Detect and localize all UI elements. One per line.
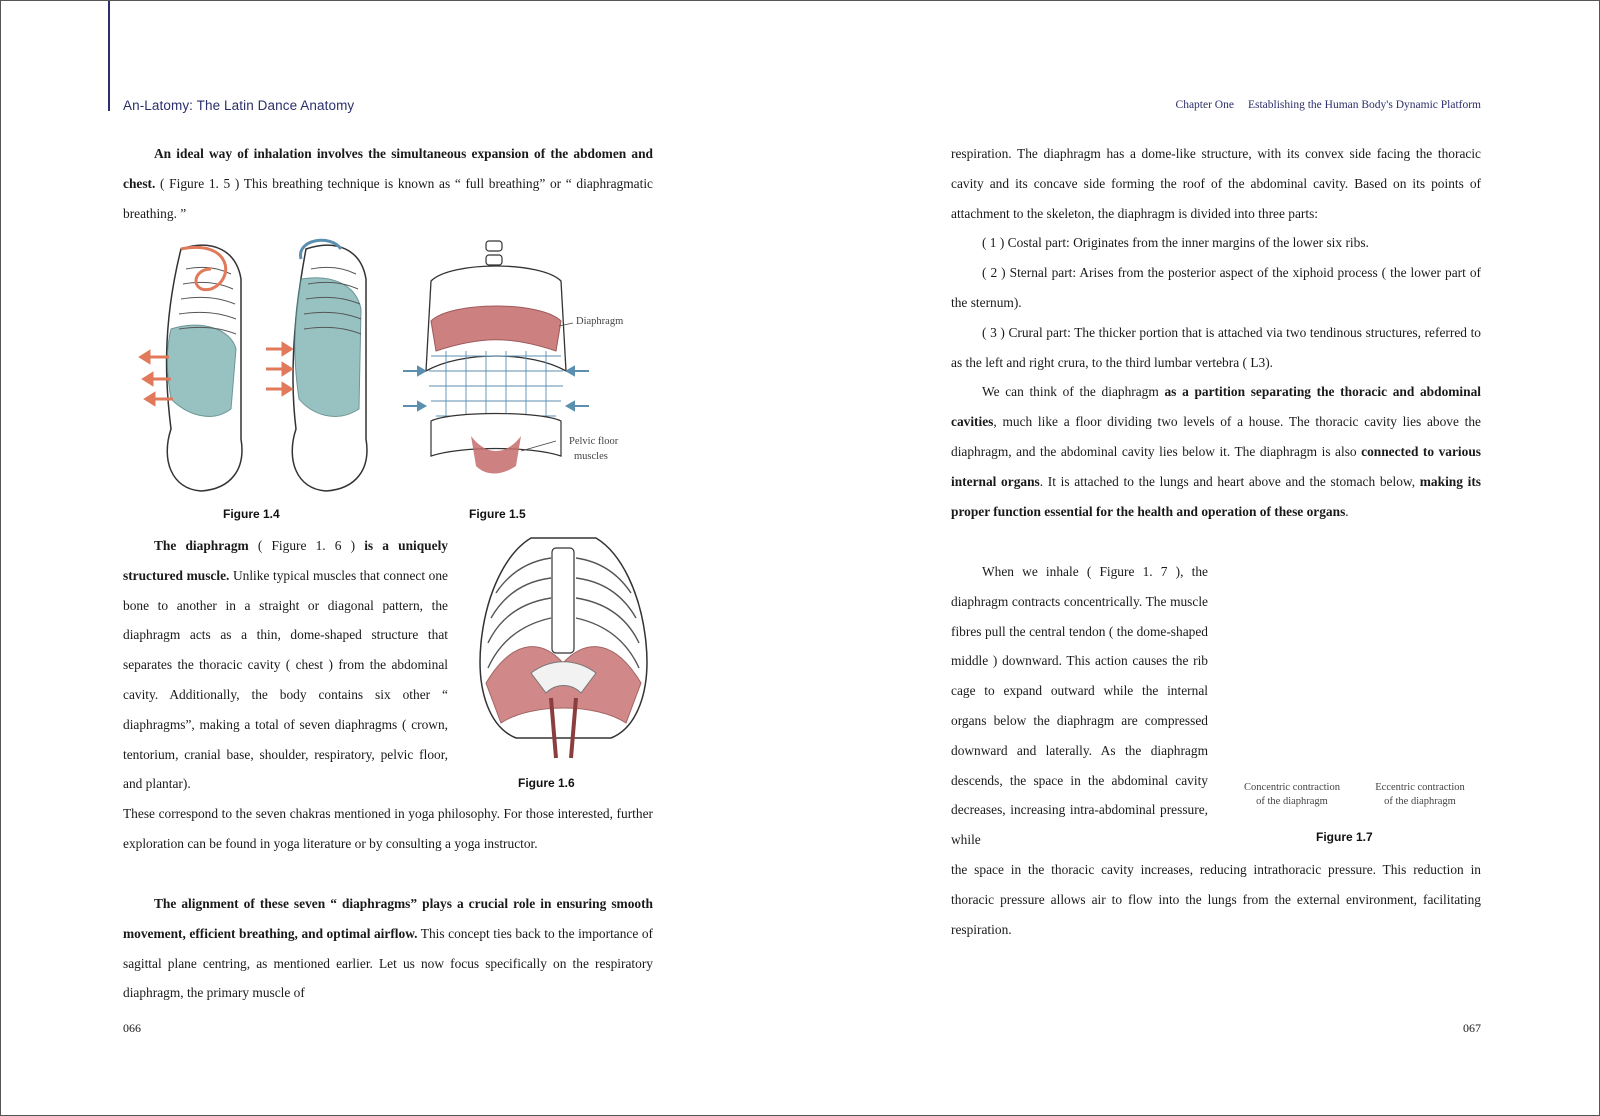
figure-1-5-caption: Figure 1.5 — [469, 507, 526, 521]
blue-side-arrows — [403, 367, 589, 410]
running-head-title: Establishing the Human Body's Dynamic Platform — [1247, 99, 1481, 111]
abdomen-expansion-right — [295, 278, 361, 417]
fig15-label-pelvic1: Pelvic floor — [569, 436, 619, 447]
running-head-left: An-Latomy: The Latin Dance Anatomy — [123, 98, 355, 113]
abdomen-expansion-left — [167, 325, 236, 416]
left-p2-bold1: The diaphragm — [154, 538, 249, 553]
right-p2-rest2: , much like a floor dividing two levels of a house. The thoracic cavity lies above the diaphragm, and the abdominal cavity lies below it. The diaphragm is also — [951, 414, 1481, 459]
fig17-concentric-line1: Concentric contraction — [1244, 782, 1340, 793]
fig17-eccentric-line2: of the diaphragm — [1384, 796, 1456, 807]
fig15-label-pelvic2: muscles — [574, 451, 608, 462]
figure-1-7-caption: Figure 1.7 — [1316, 830, 1373, 844]
right-p3: When we inhale ( Figure 1. 7 ), the diaphragm contracts concentrically. The muscle fibres pull the central tendon ( the dome-shaped middle ) downward. This action causes the rib cage to expand outward while the internal organs below the diaphragm are compressed downward and laterally. As the diaphragm descends, the space in the abdominal cavity decreases, increasing intra-abdominal pressure, while — [951, 564, 1208, 848]
running-head-right — [1176, 99, 1481, 111]
header-rule — [108, 1, 110, 111]
left-p2-rest1: ( Figure 1. 6 ) — [248, 538, 365, 553]
fig15-label-diaphragm: Diaphragm — [576, 316, 624, 327]
right-paragraph-1 — [951, 139, 1481, 526]
left-p2-rest2: Unlike typical muscles that connect one bone to another in a straight or diagonal pattern, the diaphragm acts as a thin, dome-shaped structure that separates the thoracic cavity ( chest ) from the abdominal cavity. Additionally, the body contains six other “ diaphragms”, making a total of seven diaphragms ( crown, tentorium, cranial base, shoulder, respiratory, pelvic floor, and plantar). — [123, 567, 448, 792]
right-p2-rest4: . — [1345, 503, 1349, 519]
fig17-concentric-label — [1218, 781, 1366, 809]
figure-1-6-caption: Figure 1.6 — [518, 776, 575, 790]
right-paragraph-3-continued — [951, 855, 1481, 944]
right-p2-rest1: We can think of the diaphragm — [982, 384, 1165, 400]
figure-1-4-illustration — [141, 239, 411, 494]
right-p2-bold3: making its proper function essential for the health and operation of these organs — [951, 473, 1481, 519]
left-p1-rest: ( Figure 1. 5 ) This breathing technique is known as “ full breathing” or “ diaphragmatic breathing. ” — [123, 175, 653, 221]
right-paragraph-2 — [951, 377, 1481, 526]
figure-1-4-caption: Figure 1.4 — [223, 507, 280, 521]
right-list-item-1: ( 1 ) Costal part: Originates from the inner margins of the lower six ribs. — [982, 235, 1369, 251]
right-list-item-3: ( 3 ) Crural part: The thicker portion that is attached via two tendinous structures, referred to as the left and right crura, to the third lumbar vertebra ( L3). — [951, 324, 1481, 370]
left-p1-bold: An ideal way of inhalation involves the simultaneous expansion of the abdomen and chest. — [123, 146, 653, 191]
figure-1-6-illustration — [476, 533, 651, 763]
sternum — [552, 548, 574, 653]
right-list-item-2: ( 2 ) Sternal part: Arises from the posterior aspect of the xiphoid process ( the lower part of the sternum). — [951, 265, 1481, 310]
running-head-chapter: Chapter One — [1175, 99, 1234, 111]
right-p3-cont: the space in the thoracic cavity increases, reducing intrathoracic pressure. This reduction in thoracic pressure allows air to flow into the lungs from the external environment, facilitating respiration. — [951, 862, 1481, 937]
left-page — [1, 1, 801, 1116]
left-p3-rest: This concept ties back to the importance of sagittal plane centring, as mentioned earlier. Let us now focus specifically on the respiratory diaphragm, the primary muscle of — [123, 925, 653, 1001]
right-p2-bold1: as a partition separating the thoracic and abdominal cavities — [951, 384, 1481, 430]
right-paragraph-3 — [951, 557, 1208, 855]
right-p1: respiration. The diaphragm has a dome-like structure, with its convex side facing the thoracic cavity and its concave side forming the roof of the abdominal cavity. Based on its points of attachment to the skeleton, the diaphragm is divided into three parts: — [951, 146, 1481, 221]
left-paragraph-2 — [123, 531, 448, 799]
orange-arrows-right — [266, 344, 291, 394]
left-p2-cont: These correspond to the seven chakras mentioned in yoga philosophy. For those interested, further exploration can be found in yoga literature or by consulting a yoga instructor. — [123, 806, 653, 851]
page-number-right: 067 — [1463, 1021, 1481, 1035]
right-p2-bold2: connected to various internal organs — [951, 443, 1481, 489]
right-p2-rest3: . It is attached to the lungs and heart above and the stomach below, — [1039, 473, 1420, 489]
left-paragraph-3 — [123, 889, 653, 1008]
page-number-left: 066 — [123, 1021, 141, 1035]
left-paragraph-2-continued — [123, 799, 653, 859]
right-page — [801, 1, 1600, 1116]
fig17-eccentric-label — [1356, 781, 1484, 809]
fig17-concentric-line2: of the diaphragm — [1256, 796, 1328, 807]
left-p3-bold: The alignment of these seven “ diaphragms” plays a crucial role in ensuring smooth movement, efficient breathing, and optimal airflow. — [123, 896, 653, 941]
pelvis — [431, 414, 561, 457]
left-paragraph-1 — [123, 139, 653, 228]
left-p2-bold2: is a uniquely structured muscle. — [123, 538, 448, 583]
fig17-eccentric-line1: Eccentric contraction — [1375, 782, 1465, 793]
